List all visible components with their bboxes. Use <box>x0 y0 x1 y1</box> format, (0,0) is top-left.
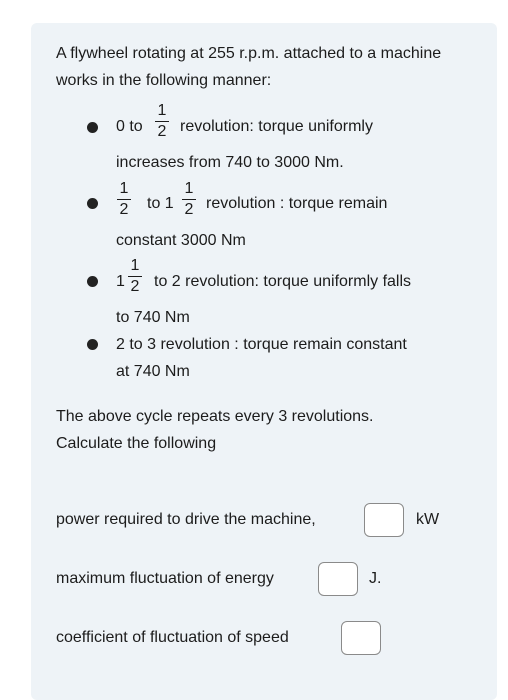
bullet-4 <box>87 339 98 350</box>
bullet-4-line1: 2 to 3 revolution : torque remain constant <box>116 336 407 353</box>
bullet-2-fraction-2: 1 2 <box>182 180 196 219</box>
bullet-4-line2: at 740 Nm <box>116 363 190 380</box>
bullet-3-rest: to 2 revolution: torque uniformly falls <box>154 273 412 290</box>
bullet-3-whole: 1 <box>116 273 125 290</box>
bullet-2-rest: revolution : torque remain <box>206 195 388 212</box>
power-answer-input[interactable] <box>364 503 404 537</box>
bullet-2-mid: to 1 <box>147 195 174 212</box>
bullet-2-line2: constant 3000 Nm <box>116 232 246 249</box>
fluctuation-label: maximum fluctuation of energy <box>56 570 274 587</box>
bullet-1 <box>87 122 98 133</box>
fluctuation-unit: J. <box>369 570 382 587</box>
power-label: power required to drive the machine, <box>56 511 316 528</box>
bullet-2-fraction-1: 1 2 <box>117 180 131 219</box>
fluctuation-answer-input[interactable] <box>318 562 358 596</box>
problem-intro: A flywheel rotating at 255 r.p.m. attached to a machine works in the following manner: <box>56 45 442 89</box>
bullet-3 <box>87 276 98 287</box>
bullet-3-fraction: 1 2 <box>128 257 142 296</box>
coefficient-label: coefficient of fluctuation of speed <box>56 629 289 646</box>
bullet-2 <box>87 198 98 209</box>
bullet-1-line2: increases from 740 to 3000 Nm. <box>116 154 344 171</box>
power-unit: kW <box>416 511 440 528</box>
bullet-3-line2: to 740 Nm <box>116 309 190 326</box>
bullet-1-fraction: 1 2 <box>155 102 169 141</box>
coefficient-answer-input[interactable] <box>341 621 381 655</box>
bullet-1-rest: revolution: torque uniformly <box>180 118 373 135</box>
bullet-1-prefix: 0 to <box>116 118 143 135</box>
cycle-text: The above cycle repeats every 3 revolutions. Calculate the following <box>56 408 374 452</box>
